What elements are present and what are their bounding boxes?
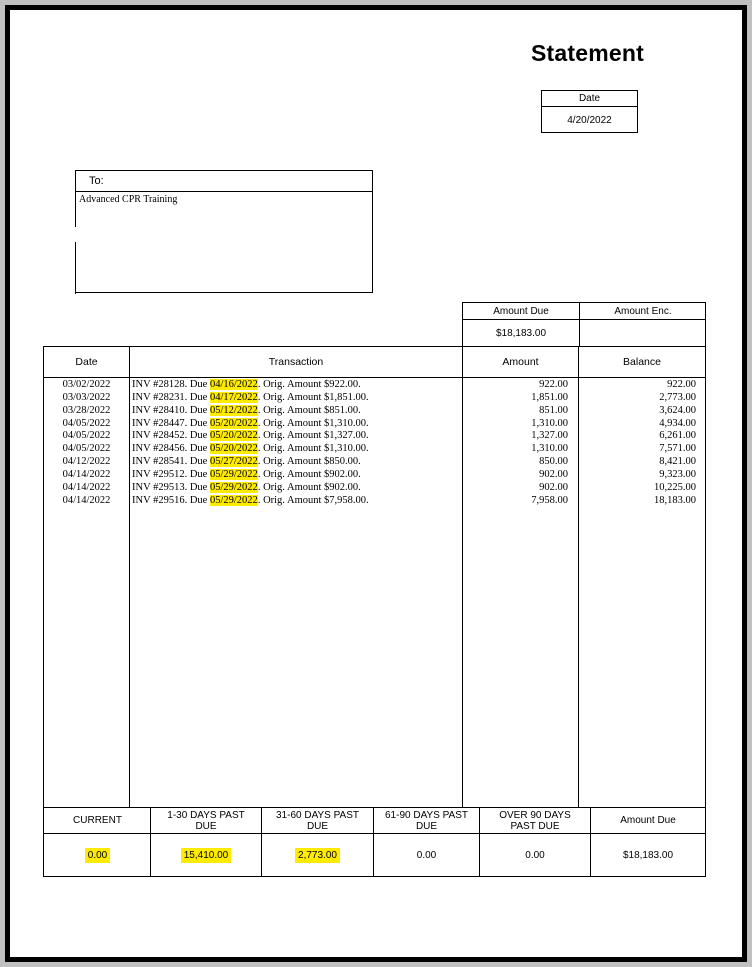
amount-enc-label: Amount Enc.: [614, 305, 672, 317]
row-date: 04/05/2022: [62, 417, 111, 429]
aging-value-cell: [262, 834, 373, 876]
row-due-date: 05/29/2022: [209, 468, 258, 480]
aging-value: 15,410.00: [181, 848, 232, 863]
row-amount: 1,327.00: [531, 430, 568, 442]
to-box: [75, 170, 373, 293]
row-transaction: [132, 392, 369, 405]
table-row: [44, 392, 705, 405]
table-row: [44, 379, 705, 392]
row-balance: 6,261.00: [659, 430, 696, 442]
aging-table: [43, 807, 706, 877]
row-amount: 1,851.00: [531, 391, 568, 403]
date-value: 4/20/2022: [567, 114, 612, 126]
date-label: Date: [542, 91, 637, 107]
row-invoice-text: INV #28231. Due: [132, 391, 210, 403]
row-date: 04/14/2022: [62, 481, 111, 493]
row-due-date: 04/17/2022: [209, 391, 258, 403]
aging-value: 0.00: [416, 849, 437, 861]
row-date: 04/05/2022: [62, 430, 111, 442]
row-balance: 9,323.00: [659, 468, 696, 480]
row-invoice-text: INV #28541. Due: [132, 456, 210, 468]
row-date: 03/03/2022: [62, 391, 111, 403]
row-orig-amount: . Orig. Amount $7,958.00.: [257, 494, 369, 506]
row-orig-amount: . Orig. Amount $902.00.: [257, 481, 361, 493]
row-due-date: 05/12/2022: [209, 404, 258, 416]
page-title: Statement: [531, 40, 644, 66]
row-transaction: [132, 430, 369, 443]
row-transaction: [132, 405, 361, 418]
row-transaction: [132, 379, 361, 392]
row-amount: 7,958.00: [531, 494, 568, 506]
row-balance: 3,624.00: [659, 404, 696, 416]
row-orig-amount: . Orig. Amount $922.00.: [257, 379, 361, 390]
row-balance: 8,421.00: [659, 456, 696, 468]
row-balance: 18,183.00: [654, 494, 696, 506]
table-row: [44, 456, 705, 469]
row-balance: 4,934.00: [659, 417, 696, 429]
table-row: [44, 495, 705, 508]
row-date: 04/05/2022: [62, 443, 111, 455]
row-transaction: [132, 469, 361, 482]
row-due-date: 05/20/2022: [209, 443, 258, 455]
aging-label: 31-60 DAYS PAST DUE: [276, 809, 359, 832]
row-date: 03/28/2022: [62, 404, 111, 416]
aging-value-cell: [151, 834, 261, 876]
row-due-date: 05/27/2022: [209, 456, 258, 468]
row-due-date: 05/29/2022: [209, 494, 258, 506]
row-amount: 850.00: [539, 456, 568, 468]
row-invoice-text: INV #28456. Due: [132, 443, 210, 455]
amount-due-label: Amount Due: [493, 305, 549, 317]
table-row: [44, 482, 705, 495]
amount-enc-input[interactable]: [580, 320, 706, 347]
row-orig-amount: . Orig. Amount $1,327.00.: [257, 430, 369, 442]
header-transaction: Transaction: [268, 356, 324, 368]
row-orig-amount: . Orig. Amount $902.00.: [257, 468, 361, 480]
row-transaction: [132, 418, 369, 431]
row-invoice-text: INV #28410. Due: [132, 404, 210, 416]
aging-value: 0.00: [525, 849, 545, 861]
row-invoice-text: INV #28452. Due: [132, 430, 210, 442]
row-amount: 922.00: [539, 379, 568, 390]
aging-value-cell: [480, 834, 590, 876]
aging-label: CURRENT: [73, 815, 122, 826]
row-due-date: 05/29/2022: [209, 481, 258, 493]
to-name: Advanced CPR Training: [75, 192, 372, 227]
aging-value-cell: [591, 834, 705, 876]
table-row: [44, 405, 705, 418]
row-transaction: [132, 482, 361, 495]
row-transaction: [132, 456, 361, 469]
row-amount: 1,310.00: [531, 417, 568, 429]
aging-label: Amount Due: [620, 815, 676, 826]
row-orig-amount: . Orig. Amount $1,310.00.: [257, 443, 369, 455]
amount-due-box: [462, 302, 706, 347]
transactions-table: [43, 346, 706, 808]
to-label: To:: [75, 171, 372, 192]
date-box: [541, 90, 638, 133]
aging-value: $18,183.00: [622, 849, 674, 861]
row-orig-amount: . Orig. Amount $851.00.: [257, 404, 361, 416]
row-balance: 922.00: [667, 379, 696, 390]
table-row: [44, 430, 705, 443]
header-balance: Balance: [623, 356, 661, 368]
row-date: 04/14/2022: [62, 494, 111, 506]
row-invoice-text: INV #29516. Due: [132, 494, 210, 506]
row-orig-amount: . Orig. Amount $1,851.00.: [257, 391, 369, 403]
row-amount: 1,310.00: [531, 443, 568, 455]
header-amount: Amount: [502, 356, 539, 368]
row-balance: 2,773.00: [659, 391, 696, 403]
amount-due-value: $18,183.00: [495, 328, 547, 339]
row-due-date: 04/16/2022: [209, 379, 258, 390]
aging-label: 1-30 DAYS PAST DUE: [167, 809, 245, 832]
row-balance: 10,225.00: [654, 481, 696, 493]
row-amount: 902.00: [539, 481, 568, 493]
row-orig-amount: . Orig. Amount $850.00.: [257, 456, 361, 468]
aging-value: 2,773.00: [295, 848, 340, 863]
row-date: 04/12/2022: [62, 456, 111, 468]
aging-value-cell: [374, 834, 479, 876]
row-balance: 7,571.00: [659, 443, 696, 455]
aging-label: OVER 90 DAYS PAST DUE: [499, 809, 571, 832]
header-date: Date: [75, 356, 98, 368]
row-invoice-text: INV #29513. Due: [132, 481, 210, 493]
table-row: [44, 418, 705, 431]
row-date: 03/02/2022: [62, 379, 111, 390]
row-transaction: [132, 495, 369, 508]
row-amount: 851.00: [539, 404, 568, 416]
row-invoice-text: INV #29512. Due: [132, 468, 210, 480]
aging-value: 0.00: [85, 848, 110, 863]
table-row: [44, 443, 705, 456]
row-orig-amount: . Orig. Amount $1,310.00.: [257, 417, 369, 429]
row-amount: 902.00: [539, 468, 568, 480]
row-due-date: 05/20/2022: [209, 417, 258, 429]
row-invoice-text: INV #28128. Due: [132, 379, 210, 390]
row-invoice-text: INV #28447. Due: [132, 417, 210, 429]
row-transaction: [132, 443, 369, 456]
aging-label: 61-90 DAYS PAST DUE: [385, 809, 468, 832]
table-row: [44, 469, 705, 482]
aging-value-cell: [45, 834, 150, 876]
row-due-date: 05/20/2022: [209, 430, 258, 442]
row-date: 04/14/2022: [62, 468, 111, 480]
